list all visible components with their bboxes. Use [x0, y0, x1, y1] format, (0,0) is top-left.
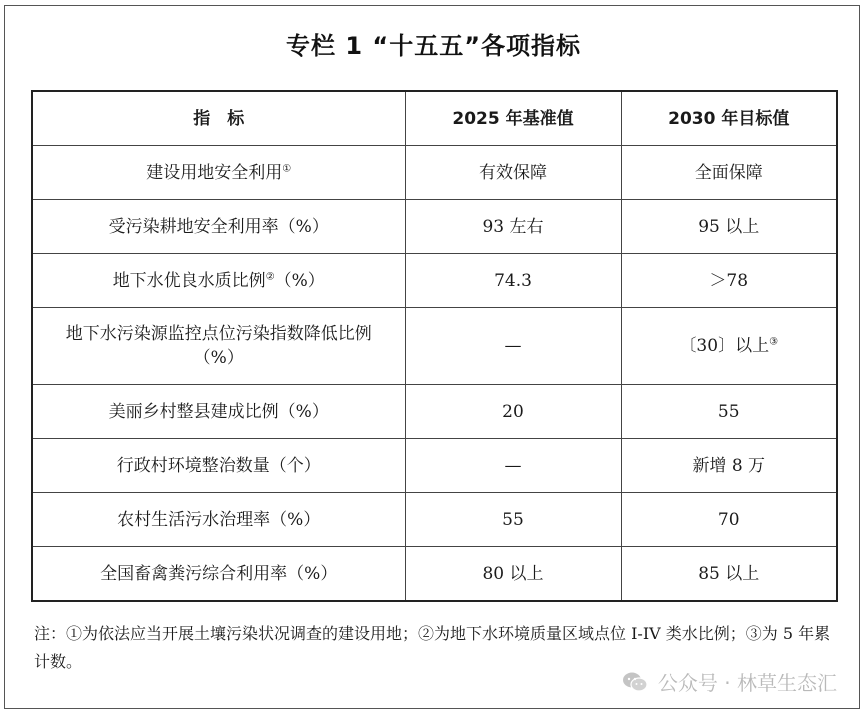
base-value-cell: 有效保障: [405, 146, 621, 200]
page-title: 专栏 1 “十五五”各项指标: [286, 32, 581, 60]
indicator-cell: 农村生活污水治理率（%）: [32, 493, 405, 547]
table-row: [32, 493, 837, 547]
table-row: [32, 439, 837, 493]
table-header-row: [32, 91, 837, 146]
header-indicator: 指 标: [32, 91, 405, 146]
base-value-cell: —: [405, 439, 621, 493]
indicator-table: [31, 90, 838, 602]
indicator-cell: 地下水污染源监控点位污染指数降低比例（%）: [32, 308, 405, 385]
target-value-cell: 〔30〕以上③: [621, 308, 837, 385]
target-value-cell: ＞78: [621, 254, 837, 308]
target-value-cell: 95 以上: [621, 200, 837, 254]
table-row: [32, 547, 837, 602]
footnote-marker: ①: [282, 162, 292, 174]
base-value-cell: 20: [405, 385, 621, 439]
base-value-cell: 93 左右: [405, 200, 621, 254]
target-value-cell: 85 以上: [621, 547, 837, 602]
base-value-cell: 55: [405, 493, 621, 547]
target-value-cell: 70: [621, 493, 837, 547]
header-base-2025: 2025 年基准值: [405, 91, 621, 146]
target-value-cell: 全面保障: [621, 146, 837, 200]
indicator-cell: 美丽乡村整县建成比例（%）: [32, 385, 405, 439]
indicator-cell: 全国畜禽粪污综合利用率（%）: [32, 547, 405, 602]
base-value-cell: —: [405, 308, 621, 385]
table-row: [32, 254, 837, 308]
table-row: [32, 200, 837, 254]
target-value-cell: 新增 8 万: [621, 439, 837, 493]
base-value-cell: 80 以上: [405, 547, 621, 602]
watermark: [622, 667, 837, 696]
table-row: [32, 385, 837, 439]
footnote-marker: ③: [769, 336, 779, 348]
wechat-icon: [622, 671, 648, 693]
target-value-cell: 55: [621, 385, 837, 439]
base-value-cell: 74.3: [405, 254, 621, 308]
header-target-2030: 2030 年目标值: [621, 91, 837, 146]
table-footnote: 注：①为依法应当开展土壤污染状况调查的建设用地；②为地下水环境质量区域点位 I-IV 类水比例；③为 5 年累计数。: [34, 624, 831, 671]
watermark-text: 公众号 · 林草生态汇: [657, 671, 837, 695]
table-row: [32, 308, 837, 385]
indicator-cell: 地下水优良水质比例②（%）: [32, 254, 405, 308]
indicator-cell: 建设用地安全利用①: [32, 146, 405, 200]
indicator-cell: 行政村环境整治数量（个）: [32, 439, 405, 493]
footnote-marker: ②: [265, 270, 275, 282]
indicator-cell: 受污染耕地安全利用率（%）: [32, 200, 405, 254]
table-row: [32, 146, 837, 200]
